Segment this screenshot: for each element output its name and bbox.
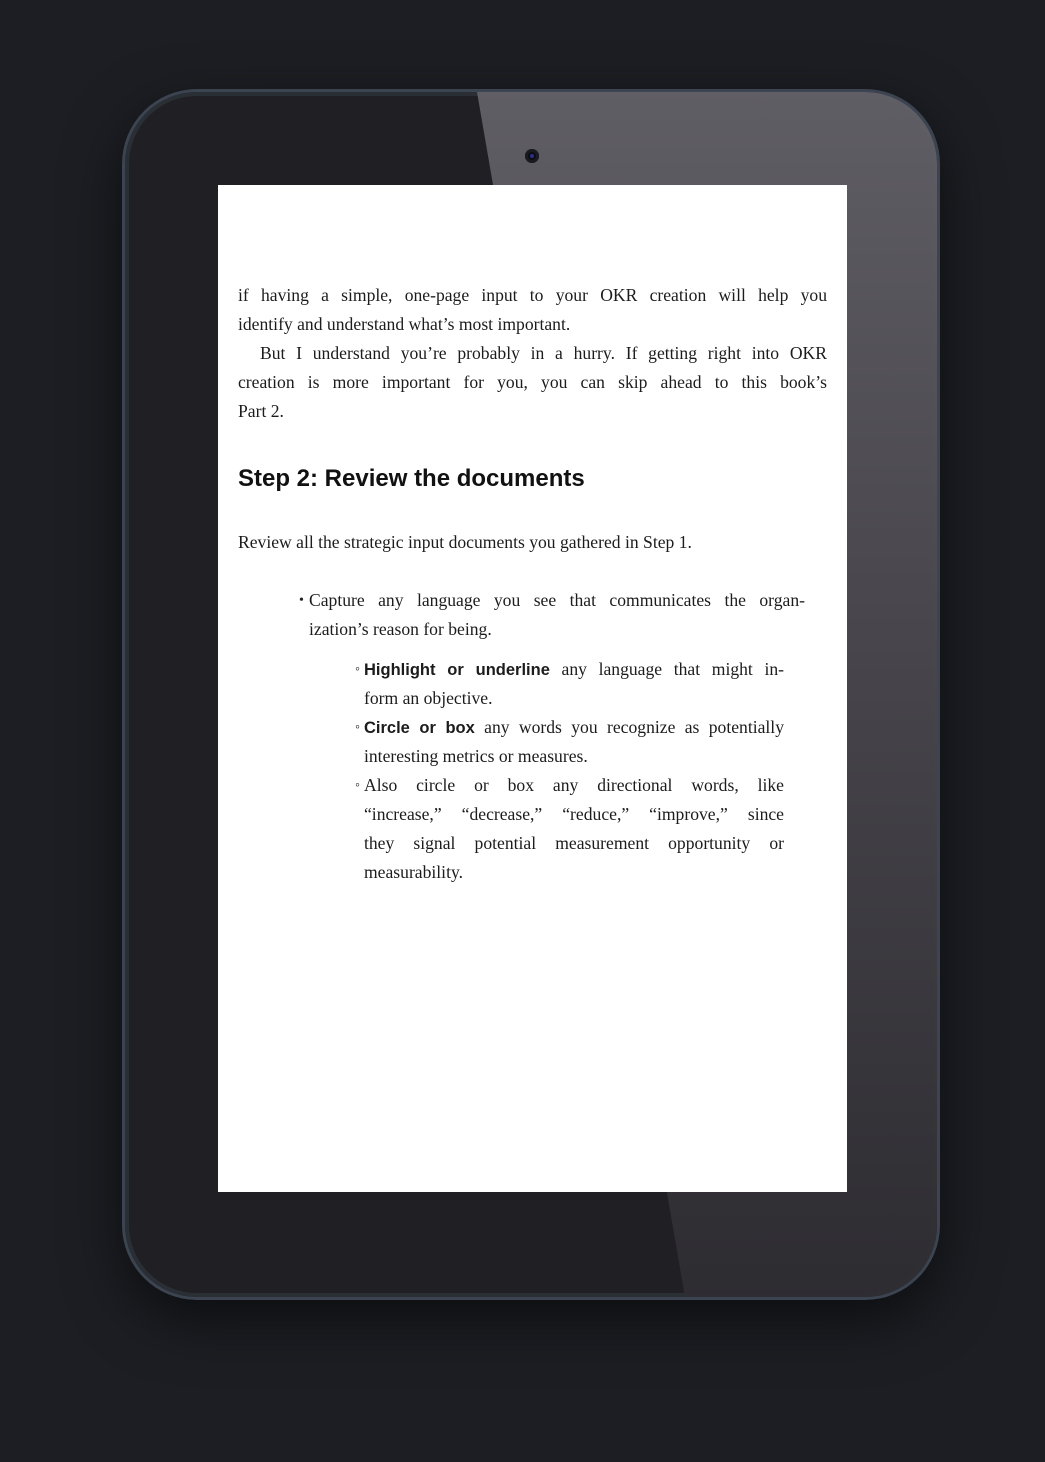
text: any language that might in- bbox=[549, 659, 785, 679]
paragraph-line: identify and understand what’s most important. bbox=[238, 314, 571, 334]
sub-bullet-line: “increase,” “decrease,” “reduce,” “improve,” since bbox=[364, 804, 784, 824]
sub-bullet-icon: ◦ bbox=[355, 778, 360, 793]
sub-bullet-line bbox=[364, 655, 784, 684]
sub-bullet-line: measurability. bbox=[364, 862, 464, 882]
paragraph-line: Part 2. bbox=[238, 401, 284, 421]
section-heading: Step 2: Review the documents bbox=[238, 465, 585, 492]
paragraph-line: if having a simple, one-page input to your OKR creation will help you bbox=[238, 285, 827, 305]
ebook-page bbox=[218, 185, 847, 1192]
bullet-icon: • bbox=[299, 593, 304, 608]
paragraph-line: Review all the strategic input documents you gathered in Step 1. bbox=[238, 532, 692, 552]
sub-bullet-icon: ◦ bbox=[355, 662, 360, 677]
camera-icon bbox=[525, 149, 539, 163]
bullet-line: Capture any language you see that communicates the organ- bbox=[309, 590, 805, 610]
sub-bullet-line: interesting metrics or measures. bbox=[364, 746, 588, 766]
paragraph-line: But I understand you’re probably in a hurry. If getting right into OKR bbox=[260, 343, 827, 363]
paragraph-line: creation is more important for you, you can skip ahead to this book’s bbox=[238, 372, 827, 392]
sub-bullet-line bbox=[364, 713, 784, 742]
bullet-line: ization’s reason for being. bbox=[309, 619, 492, 639]
text: any words you recognize as potentially bbox=[474, 717, 784, 737]
bold-phrase: Circle or box bbox=[364, 719, 475, 737]
sub-bullet-icon: ◦ bbox=[355, 720, 360, 735]
sub-bullet-line: they signal potential measurement opportunity or bbox=[364, 833, 784, 853]
sub-bullet-line: form an objective. bbox=[364, 688, 493, 708]
bold-phrase: Highlight or underline bbox=[364, 661, 550, 679]
sub-bullet-line: Also circle or box any directional words, like bbox=[364, 775, 784, 795]
